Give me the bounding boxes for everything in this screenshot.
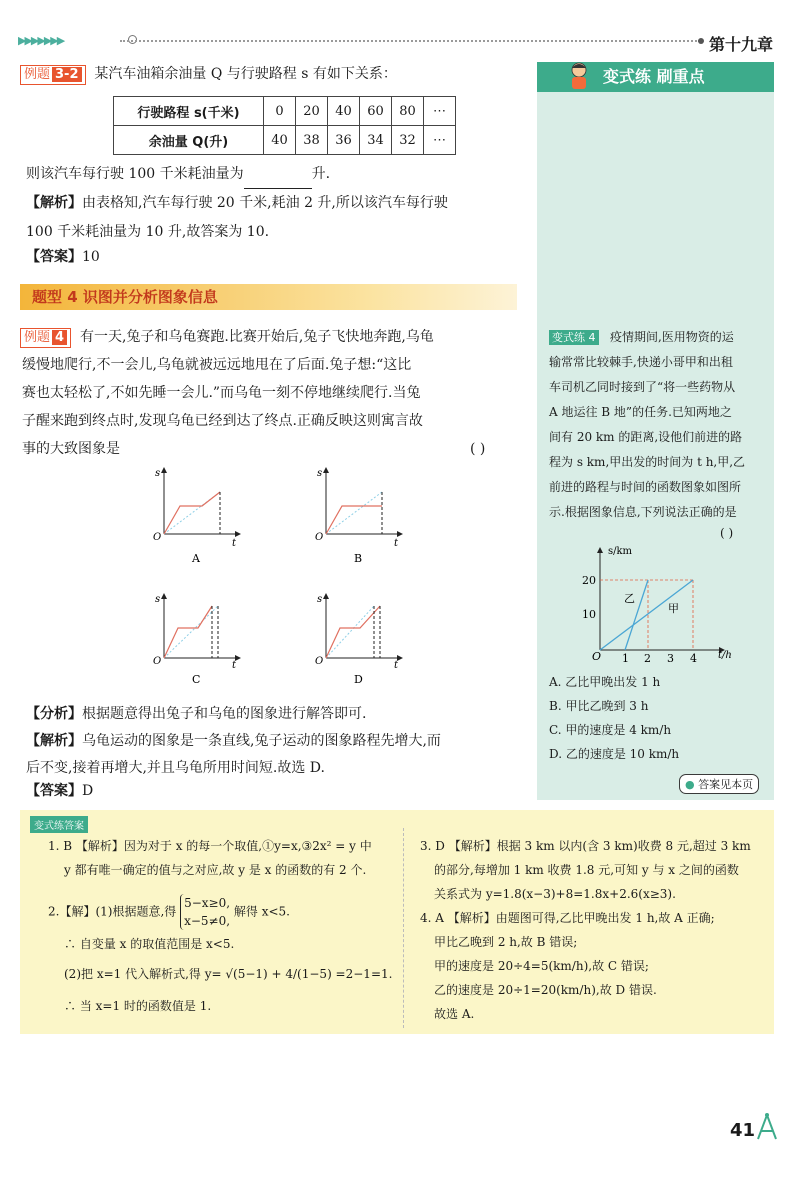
answer-3-line-1: 3. D 【解析】根据 3 km 以内(含 3 km)收费 8 元,超过 3 km (420, 839, 751, 853)
rabbit-line (164, 492, 220, 534)
option-a: A. 乙比甲晚出发 1 h (549, 675, 661, 689)
table-cell: 34 (360, 126, 392, 155)
section-type-4-title: 题型 4 识图并分析图象信息 (20, 284, 517, 310)
practice-4-line: 程为 s km,甲出发的时间为 t h,甲,乙 (549, 455, 746, 469)
example-3-2-ask: 则该汽车每行驶 100 千米耗油量为 升. (26, 160, 330, 189)
graph-option-label: D (354, 673, 363, 686)
table-cell: 60 (360, 97, 392, 126)
tortoise-line (164, 606, 218, 658)
equation-system: 5−x≥0, x−5≠0, (180, 894, 230, 930)
example-4-fenxi: 【分析】根据题意得出兔子和乌龟的图象进行解答即可. (26, 706, 367, 722)
answer-4-line-2: 甲比乙晚到 2 h,故 B 错误; (434, 935, 578, 949)
axis-x-label: t (232, 660, 237, 671)
example-3-2-analysis-cont: 100 千米耗油量为 10 升,故答案为 10. (26, 224, 270, 240)
example-3-2-question: 某汽车油箱余油量 Q 与行驶路程 s 有如下关系： (94, 66, 397, 82)
axis-x-label: t (394, 660, 399, 671)
example-4-line-5: 事的大致图象是 (22, 441, 120, 457)
graph-b (312, 462, 412, 572)
label-jia: 甲 (668, 602, 679, 615)
axis-y-label: s (155, 594, 161, 605)
table-cell: 40 (264, 126, 296, 155)
example-4-answer: 【答案】D (26, 783, 94, 799)
practice-tag: 变式练 4 (549, 330, 599, 345)
practice-4-line-1: 变式练 4 疫情期间,医用物资的运 (549, 325, 734, 350)
origin-label: O (315, 532, 324, 543)
axis-y-label: s/km (608, 546, 633, 557)
example-4-jiexi: 【解析】乌龟运动的图象是一条直线,兔子运动的图象路程先增大,而 (26, 733, 441, 749)
axis-y-label: s (317, 468, 323, 479)
table-cell: ⋯ (424, 126, 456, 155)
header-arrow-decoration: ▶▶▶▶▶▶▶ (18, 34, 64, 47)
axis-x-label: t (394, 538, 399, 549)
example-3-2-question-line (20, 60, 397, 89)
option-b: B. 甲比乙晚到 3 h (549, 699, 649, 713)
see-answer-badge: ● 答案见本页 (679, 774, 759, 794)
x-tick-label: 2 (644, 652, 651, 665)
rabbit-line (326, 506, 382, 534)
table-cell: 80 (392, 97, 424, 126)
axis-y-label: s (317, 594, 323, 605)
axis-x-label: t (232, 538, 237, 549)
example-tag: 例题 3-2 (20, 65, 86, 85)
origin-label: O (153, 532, 162, 543)
answer-4-line-3: 甲的速度是 20÷4=5(km/h),故 C 错误; (434, 959, 649, 973)
table-cell: 32 (392, 126, 424, 155)
answer-blank (244, 171, 312, 189)
practice-4-line: 车司机乙同时接到了“将一些药物从 (549, 380, 736, 394)
example-3-2-answer: 【答案】10 (26, 249, 100, 265)
graph-a (150, 462, 250, 572)
practice-panel-title: 变式练 刷重点 (537, 62, 774, 92)
answers-tag: 变式练答案 (30, 816, 88, 833)
option-d: D. 乙的速度是 10 km/h (549, 747, 680, 761)
table-cell: 20 (296, 97, 328, 126)
page-number: 41 (730, 1120, 756, 1141)
graph-option-label: B (354, 552, 363, 565)
tortoise-line (326, 492, 382, 534)
answer-2-line-4: (2)把 x=1 代入解析式,得 y= √(5−1) + 4/(1−5) =2−1=1. (64, 967, 393, 981)
graph-c (150, 588, 250, 688)
origin-label: O (592, 650, 602, 663)
label-yi: 乙 (624, 592, 635, 605)
option-c: C. 甲的速度是 4 km/h (549, 723, 672, 737)
axis-y-label: s (155, 468, 161, 479)
compass-logo-icon (752, 1112, 782, 1142)
origin-label: O (315, 656, 324, 667)
example-3-2-analysis: 【解析】由表格知,汽车每行驶 20 千米,耗油 2 升,所以该汽车每行驶 (26, 195, 448, 211)
example-4-line-4: 子醒来跑到终点时,发现乌龟已经到达了终点.正确反映这则寓言故 (22, 413, 423, 429)
example-4-jiexi-cont: 后不变,接着再增大,并且乌龟所用时间短.故选 D. (26, 760, 325, 776)
example-4-line-1: 例题 4 有一天,兔子和乌龟赛跑.比赛开始后,兔子飞快地奔跑,乌龟 (20, 323, 434, 352)
answers-divider (403, 828, 404, 1028)
y-tick-label: 20 (582, 574, 596, 587)
header-dotted-line (120, 40, 700, 42)
table-row (114, 97, 456, 126)
example-tag: 例题 4 (20, 328, 71, 348)
table-cell: 40 (328, 97, 360, 126)
line-jia (600, 580, 693, 650)
answer-paren: ( ) (720, 526, 734, 540)
answer-1-line-1: 1. B 【解析】因为对于 x 的每一个取值,①y=x,③2x² = y 中 (48, 839, 372, 853)
answer-4-line-4: 乙的速度是 20÷1=20(km/h),故 D 错误. (434, 983, 657, 997)
practice-4-line: 间有 20 km 的距离,设他们前进的路 (549, 430, 743, 444)
table-header-cell: 行驶路程 s(千米) (114, 97, 264, 126)
x-tick-label: 4 (690, 652, 697, 665)
table-cell: 0 (264, 97, 296, 126)
rabbit-line (326, 606, 380, 658)
answer-4-line-1: 4. A 【解析】由题图可得,乙比甲晚出发 1 h,故 A 正确; (420, 911, 715, 925)
graph-option-label: C (192, 673, 201, 686)
distance-time-graph (576, 540, 746, 670)
answer-4-line-5: 故选 A. (434, 1007, 475, 1021)
axis-x-label: t/h (718, 650, 732, 661)
rabbit-line (164, 606, 212, 658)
table-header-cell: 余油量 Q(升) (114, 126, 264, 155)
answer-2-line-1: 2.【解】(1)根据题意,得 5−x≥0, x−5≠0, 解得 x<5. (48, 896, 290, 928)
graph-option-label: A (192, 552, 200, 565)
x-tick-label: 1 (622, 652, 629, 665)
line-yi (625, 580, 648, 650)
answer-3-line-3: 关系式为 y=1.8(x−3)+8=1.8x+2.6(x≥3). (434, 887, 676, 901)
table-cell: 36 (328, 126, 360, 155)
x-tick-label: 3 (667, 652, 674, 665)
header-dot-decoration (698, 38, 704, 44)
origin-label: O (153, 656, 162, 667)
tortoise-line (326, 606, 374, 658)
practice-4-line: 输常常比较棘手,快递小哥甲和出租 (549, 355, 733, 369)
practice-4-line: A 地运往 B 地”的任务.已知两地之 (549, 405, 732, 419)
answer-1-line-2: y 都有唯一确定的值与之对应,故 y 是 x 的函数的有 2 个. (64, 863, 367, 877)
table-row (114, 126, 456, 155)
y-tick-label: 10 (582, 608, 596, 621)
practice-4-line: 前进的路程与时间的函数图象如图所 (549, 480, 742, 494)
graph-d (312, 588, 412, 688)
answer-3-line-2: 的部分,每增加 1 km 收费 1.8 元,可知 y 与 x 之间的函数 (434, 863, 739, 877)
student-mascot-icon (566, 60, 592, 90)
example-4-line-2: 缓慢地爬行,不一会儿,乌龟就被远远地甩在了后面.兔子想:“这比 (22, 357, 412, 373)
answer-2-line-3: ∴ 自变量 x 的取值范围是 x<5. (64, 937, 235, 951)
answer-paren: ( ) (470, 441, 486, 457)
mileage-oil-table (113, 96, 456, 155)
table-cell: ⋯ (424, 97, 456, 126)
practice-4-line: 示.根据图象信息,下列说法正确的是 (549, 505, 737, 519)
pin-icon: ● (685, 778, 695, 791)
table-cell: 38 (296, 126, 328, 155)
chapter-title: 第十九章 (709, 35, 774, 54)
example-4-line-3: 赛也太轻松了,不如先睡一会儿.”而乌龟一刻不停地继续爬行.当兔 (22, 385, 421, 401)
answer-2-line-5: ∴ 当 x=1 时的函数值是 1. (64, 999, 212, 1013)
